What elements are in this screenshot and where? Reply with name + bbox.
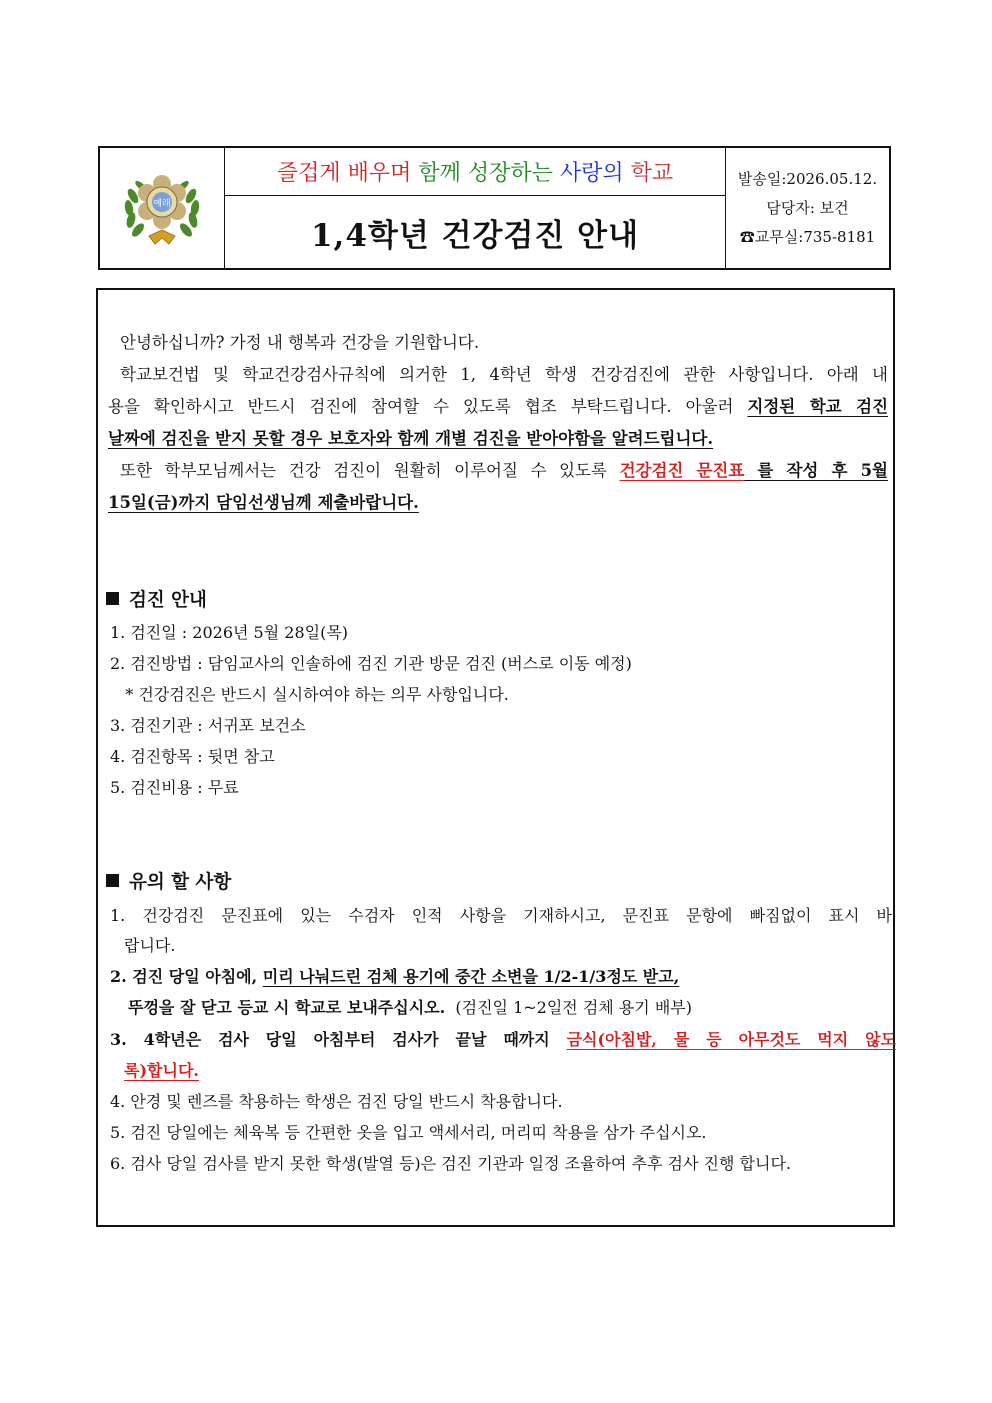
school-emblem-cell [100,148,225,268]
exam-info-item: 1. 검진일 : 2026년 5월 28일(목) [110,623,349,642]
title-cell [225,148,726,268]
intro-line-1: 학교보건법 및 학교건강검사규칙에 의거한 1, 4학년 학생 건강검진에 관한 사항입니다. 아래 내 [120,365,888,384]
intro-line-2: 용을 확인하시고 반드시 검진에 참여할 수 있도록 협조 부탁드립니다. 아울러 지정된 학교 검진 [108,397,889,416]
intro-line-5: 15일(금)까지 담임선생님께 제출바랍니다. [108,493,419,512]
person-in-charge: 담당자: 보건 [766,198,849,217]
precaution-item-5: 5. 검진 당일에는 체육복 등 간편한 옷을 입고 액세서리, 머리띠 착용을 삼가 주십시오. [110,1123,707,1142]
exam-info-item: 5. 검진비용 : 무료 [110,778,239,797]
svg-text:예래: 예래 [153,199,171,209]
precaution-item-3: 3. 4학년은 검사 당일 아침부터 검사가 끝날 때까지 금식(아침밥, 물 등 아무것도 먹지 않도 [110,1030,896,1049]
meta-cell [726,148,889,268]
precaution-item-6: 6. 검사 당일 검사를 받지 못한 학생(발열 등)은 검진 기관과 일정 조율하여 추후 검사 진행 합니다. [110,1154,791,1173]
urine-sample-emphasis: 미리 나눠드린 검체 용기에 중간 소변을 1/2-1/3정도 받고, [262,967,680,986]
document-title: 1,4학년 건강검진 안내 [310,217,640,254]
precaution-item-3-cont: 록)합니다. [124,1061,199,1080]
school-emblem-icon [119,166,205,250]
section-heading-exam-info: 검진 안내 [106,586,207,612]
square-bullet-icon [106,592,119,605]
questionnaire-emphasis: 건강검진 문진표 [619,461,745,480]
slogan-part-1: 즐겁게 배우며 [276,161,412,186]
intro-line-3: 날짜에 검진을 받지 못할 경우 보호자와 함께 개별 검진을 받아야함을 알려드립니다. [108,429,714,448]
section-heading-precautions: 유의 할 사항 [106,868,231,894]
header-table [98,146,891,270]
designated-date-emphasis: 지정된 학교 검진 [747,397,889,416]
send-date: 발송일:2026.05.12. [737,169,878,188]
notice-body [96,288,895,1227]
exam-info-item: 2. 검진방법 : 담임교사의 인솔하에 검진 기관 방문 검진 (버스로 이동 예정) [110,654,632,673]
precaution-item-1-cont: 랍니다. [124,936,176,955]
office-phone: ☎교무실:735-8181 [739,227,876,246]
precaution-item-1: 1. 건강검진 문진표에 있는 수검자 인적 사항을 기재하시고, 문진표 문항에 빠짐없이 표시 바 [110,906,892,925]
precaution-item-2: 2. 검진 당일 아침에, 미리 나눠드린 검체 용기에 중간 소변을 1/2-1/3정도 받고, [110,967,680,986]
precaution-item-4: 4. 안경 및 렌즈를 착용하는 학생은 검진 당일 반드시 착용합니다. [110,1092,563,1111]
square-bullet-icon [106,874,119,887]
slogan-part-4: 학교 [630,161,674,186]
slogan-part-3: 사랑의 [559,161,624,186]
exam-info-note: * 건강검진은 반드시 실시하여야 하는 의무 사항입니다. [110,685,509,704]
intro-line-4: 또한 학부모님께서는 건강 검진이 원활히 이루어질 수 있도록 건강검진 문진표 를 작성 후 5월 [120,461,888,480]
precaution-item-2-cont: 뚜껑을 잘 닫고 등교 시 학교로 보내주십시오. (검진일 1~2일전 검체 용기 배부) [128,998,692,1017]
exam-info-item: 3. 검진기관 : 서귀포 보건소 [110,716,306,735]
school-slogan [225,148,725,196]
slogan-part-2: 함께 성장하는 [418,161,553,186]
greeting-text: 안녕하십니까? 가정 내 행복과 건강을 기원합니다. [120,333,480,352]
exam-info-item: 4. 검진항목 : 뒷면 참고 [110,747,275,766]
fasting-emphasis: 금식(아침밥, 물 등 아무것도 먹지 않도 [566,1030,896,1049]
